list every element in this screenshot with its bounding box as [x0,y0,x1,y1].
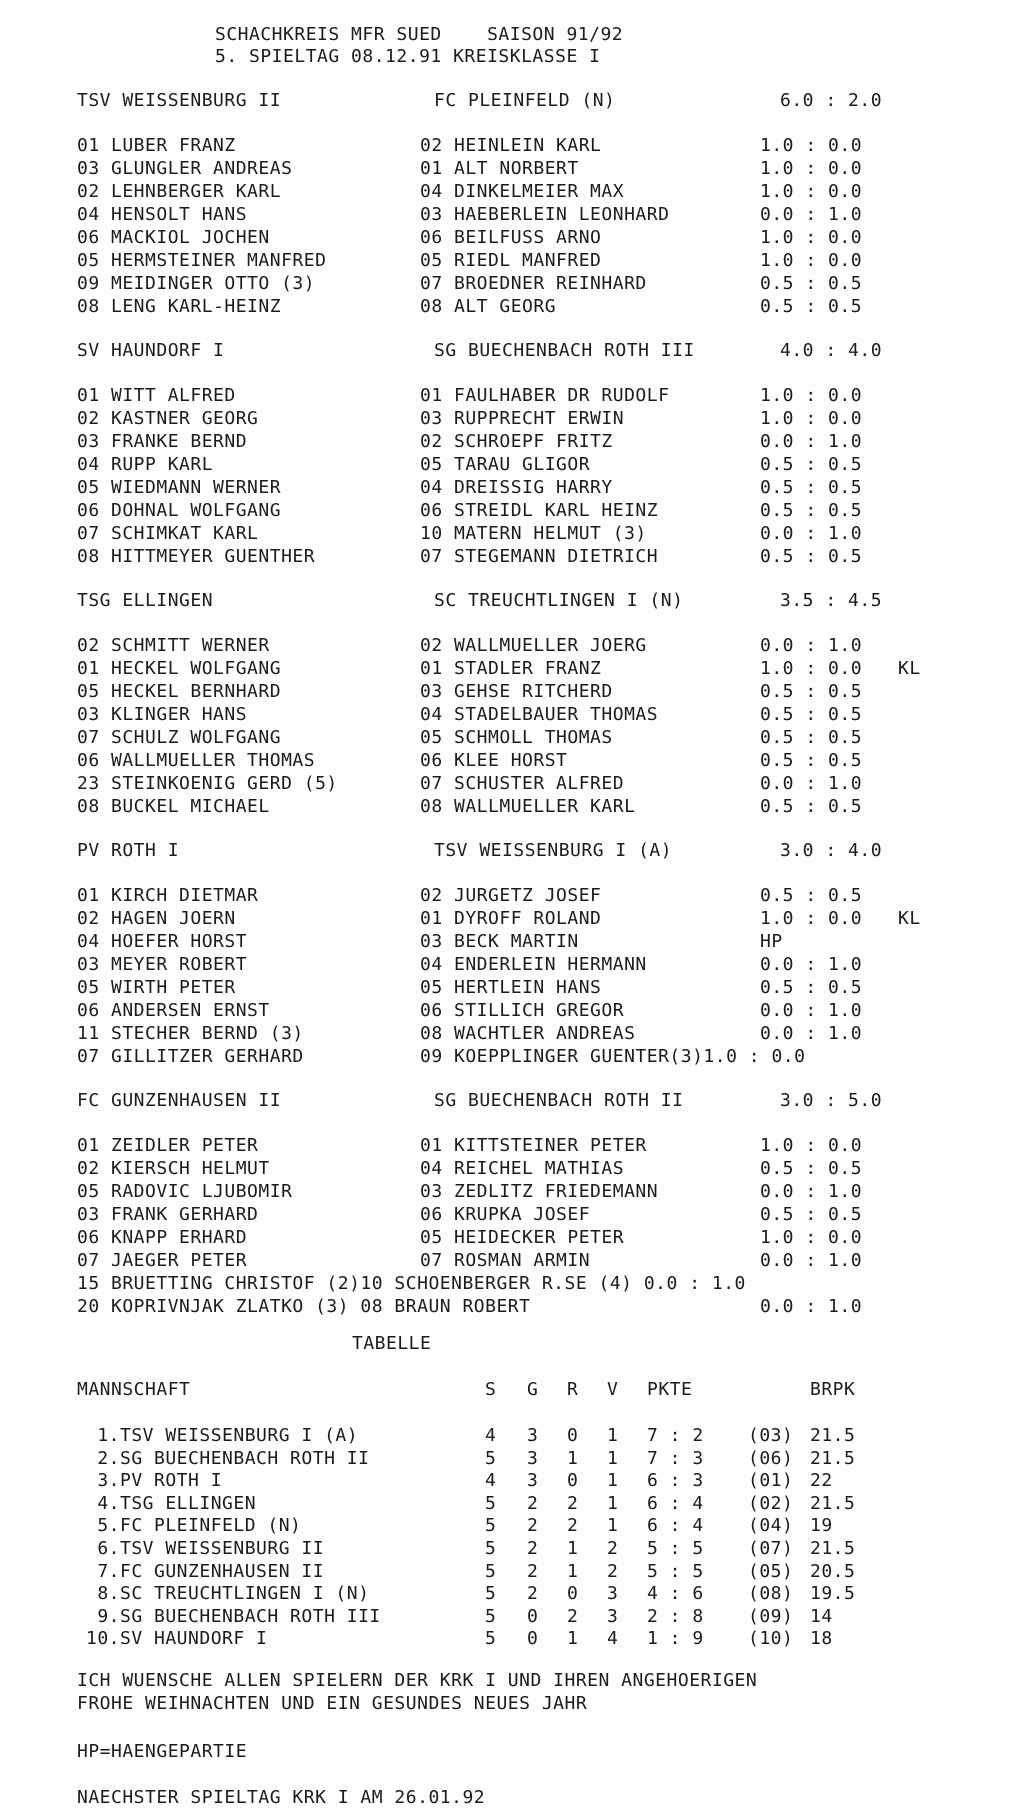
rank: 10. [85,1628,120,1650]
header-brpk: BRPK [810,1379,856,1400]
board-result: 1.0 : 0.0 [760,1227,863,1248]
board-points: 14 [810,1605,833,1627]
rank: 9. [97,1605,120,1627]
games-played: 5 [485,1628,497,1650]
match-points: 6 : 4 [647,1492,704,1514]
away-player: 06 STILLICH GREGOR [420,1000,625,1021]
next-matchday: NAECHSTER SPIELTAG KRK I AM 26.01.92 [77,1787,486,1808]
losses: 1 [607,1470,619,1492]
standings-header [0,1379,1024,1401]
board-row [0,681,1024,703]
standings-row [0,1538,1024,1560]
away-player: 01 STADLER FRANZ [420,658,602,679]
match-score: 3.0 : 4.0 [780,840,883,861]
wins: 0 [527,1605,539,1627]
board-row [0,954,1024,976]
standings-row [0,1448,1024,1470]
board-row [0,250,1024,272]
board-result: 0.0 : 1.0 [760,1023,863,1044]
home-player: 01 KIRCH DIETMAR [77,885,259,906]
team-name: TSV WEISSENBURG II [120,1538,325,1559]
match-header [0,840,1024,864]
away-player: 08 WALLMUELLER KARL [420,796,636,817]
board-result: 1.0 : 0.0 [760,385,863,406]
board-row [0,181,1024,203]
losses: 1 [607,1447,619,1469]
away-player: 05 SCHMOLL THOMAS [420,727,613,748]
previous-rank: (08) [748,1583,794,1605]
away-player: 05 HERTLEIN HANS [420,977,602,998]
away-player: 02 WALLMUELLER JOERG [420,635,647,656]
home-player: 03 FRANK GERHARD [77,1204,259,1225]
wins: 0 [527,1628,539,1650]
games-played: 5 [485,1447,497,1469]
home-player: 08 BUCKEL MICHAEL [77,796,270,817]
rank: 6. [97,1538,120,1559]
board-result: 0.5 : 0.5 [760,796,863,817]
away-player: 08 ALT GEORG [420,296,557,317]
board-row [0,158,1024,180]
home-player: 07 GILLITZER GERHARD [77,1046,304,1067]
home-player: 06 ANDERSEN ERNST [77,1000,270,1021]
header-g: G [527,1379,539,1400]
team-name: TSG ELLINGEN [120,1492,257,1514]
standings-row [0,1583,1024,1605]
draws: 1 [567,1560,579,1582]
away-player: 03 ZEDLITZ FRIEDEMANN [420,1181,659,1202]
board-row [0,658,1024,680]
match-points: 4 : 6 [647,1583,704,1605]
draws: 0 [567,1583,579,1605]
away-player: 04 DREISSIG HARRY [420,477,613,498]
board-points: 21.5 [810,1425,856,1446]
team-name: FC PLEINFELD (N) [120,1515,302,1537]
wins: 3 [527,1470,539,1492]
wins: 2 [527,1538,539,1559]
match-away-team: SG BUECHENBACH ROTH II [434,1090,684,1111]
home-player: 02 LEHNBERGER KARL [77,181,282,202]
draws: 2 [567,1515,579,1537]
home-player: 07 SCHULZ WOLFGANG [77,727,282,748]
board-row [0,796,1024,818]
home-player: 23 STEINKOENIG GERD (5) [77,773,338,794]
away-player: 07 STEGEMANN DIETRICH [420,546,659,567]
board-result: 0.5 : 0.5 [760,477,863,498]
standings-row [0,1425,1024,1447]
home-player: 03 KLINGER HANS [77,704,248,725]
games-played: 5 [485,1492,497,1514]
board-row [0,750,1024,772]
away-player: 04 STADELBAUER THOMAS [420,704,659,725]
home-player: 03 MEYER ROBERT [77,954,248,975]
home-player: 01 LUBER FRANZ [77,135,236,156]
draws: 0 [567,1425,579,1446]
header-v: V [607,1379,619,1400]
rank: 1. [97,1425,120,1446]
away-player: 03 BECK MARTIN [420,931,579,952]
board-result: 0.5 : 0.5 [760,296,863,317]
away-player: 07 ROSMAN ARMIN [420,1250,591,1271]
match-home-team: FC GUNZENHAUSEN II [77,1090,282,1111]
board-row [0,908,1024,930]
away-player: 06 KRUPKA JOSEF [420,1204,591,1225]
rank: 4. [97,1492,120,1514]
board-row [0,1158,1024,1180]
board-result: 1.0 : 0.0 [760,227,863,248]
wins: 3 [527,1447,539,1469]
standings-row [0,1628,1024,1650]
board-row [0,704,1024,726]
team-name: SG BUECHENBACH ROTH III [120,1605,381,1627]
board-points: 21.5 [810,1538,856,1559]
match-home-team: TSV WEISSENBURG II [77,90,282,111]
away-player: 01 FAULHABER DR RUDOLF [420,385,670,406]
board-row [0,408,1024,430]
board-result: 1.0 : 0.0 [760,408,863,429]
board-result: 0.5 : 0.5 [760,454,863,475]
board-row [0,1023,1024,1045]
header-s: S [485,1379,497,1400]
header-r: R [567,1379,579,1400]
board-result: 0.0 : 1.0 [760,1250,863,1271]
board-result: 0.0 : 1.0 [760,1296,863,1317]
away-player: 03 GEHSE RITCHERD [420,681,613,702]
match-score: 3.5 : 4.5 [780,590,883,611]
match-header [0,90,1024,114]
rank: 3. [97,1470,120,1492]
board-result: 1.0 : 0.0 [760,250,863,271]
away-player: 10 MATERN HELMUT (3) [420,523,647,544]
home-player: 01 HECKEL WOLFGANG [77,658,282,679]
away-player: 02 HEINLEIN KARL [420,135,602,156]
home-player: 07 JAEGER PETER [77,1250,248,1271]
home-player: 20 KOPRIVNJAK ZLATKO (3) 08 BRAUN ROBERT [77,1296,531,1317]
board-row [0,1000,1024,1022]
board-row [0,204,1024,226]
board-row [0,227,1024,249]
previous-rank: (03) [748,1425,794,1446]
board-points: 19.5 [810,1583,856,1605]
losses: 1 [607,1425,619,1446]
losses: 1 [607,1515,619,1537]
home-player: 07 SCHIMKAT KARL [77,523,259,544]
match-score: 4.0 : 4.0 [780,340,883,361]
losses: 1 [607,1492,619,1514]
board-row [0,977,1024,999]
games-played: 4 [485,1425,497,1446]
away-player: 01 DYROFF ROLAND [420,908,602,929]
match-points: 6 : 4 [647,1515,704,1537]
board-result: 0.0 : 1.0 [760,954,863,975]
team-name: PV ROTH I [120,1470,223,1492]
board-row [0,500,1024,522]
board-row [0,454,1024,476]
match-home-team: SV HAUNDORF I [77,340,225,361]
board-result: 0.5 : 0.5 [760,1158,863,1179]
home-player: 05 HECKEL BERNHARD [77,681,282,702]
board-result: 1.0 : 0.0 [760,181,863,202]
home-player: 01 ZEIDLER PETER [77,1135,259,1156]
board-points: 18 [810,1628,833,1650]
losses: 2 [607,1538,619,1559]
greeting-line-1: ICH WUENSCHE ALLEN SPIELERN DER KRK I UND IHREN ANGEHOERIGEN [77,1670,758,1691]
board-row [0,885,1024,907]
board-result: 0.0 : 1.0 [760,431,863,452]
away-player: 06 BEILFUSS ARNO [420,227,602,248]
rank: 7. [97,1560,120,1582]
match-away-team: SC TREUCHTLINGEN I (N) [434,590,684,611]
wins: 3 [527,1425,539,1446]
standings-row [0,1470,1024,1492]
board-row [0,635,1024,657]
board-row [0,1046,1024,1068]
board-result: 0.5 : 0.5 [760,885,863,906]
match-away-team: FC PLEINFELD (N) [434,90,616,111]
header-title: SCHACHKREIS MFR SUED SAISON 91/92 [215,24,624,45]
board-result: 0.0 : 1.0 [760,773,863,794]
board-result: 1.0 : 0.0 [760,908,863,929]
home-player: 06 DOHNAL WOLFGANG [77,500,282,521]
previous-rank: (01) [748,1470,794,1492]
home-player: 04 HENSOLT HANS [77,204,248,225]
away-player: 06 KLEE HORST [420,750,568,771]
board-result: 0.5 : 0.5 [760,681,863,702]
board-result: 0.5 : 0.5 [760,500,863,521]
previous-rank: (05) [748,1560,794,1582]
team-name: SG BUECHENBACH ROTH II [120,1447,370,1469]
board-result: 0.5 : 0.5 [760,273,863,294]
board-result: 0.5 : 0.5 [760,977,863,998]
board-points: 21.5 [810,1492,856,1514]
board-result: 0.5 : 0.5 [760,750,863,771]
board-result: 1.0 : 0.0 [760,1135,863,1156]
board-row [0,931,1024,953]
board-row [0,431,1024,453]
greeting-line-2: FROHE WEIHNACHTEN UND EIN GESUNDES NEUES JAHR [77,1693,588,1714]
previous-rank: (02) [748,1492,794,1514]
team-name: TSV WEISSENBURG I (A) [120,1425,359,1446]
home-player: 04 HOEFER HORST [77,931,248,952]
board-row [0,296,1024,318]
team-name: SV HAUNDORF I [120,1628,268,1650]
home-player: 15 BRUETTING CHRISTOF (2)10 SCHOENBERGER R.SE (4) 0.0 : 1.0 [77,1273,746,1294]
board-result: 0.5 : 0.5 [760,546,863,567]
match-header [0,340,1024,364]
board-note: KL [898,658,921,679]
draws: 2 [567,1492,579,1514]
home-player: 06 MACKIOL JOCHEN [77,227,270,248]
away-player: 03 RUPPRECHT ERWIN [420,408,625,429]
match-points: 2 : 8 [647,1605,704,1627]
match-points: 1 : 9 [647,1628,704,1650]
match-away-team: TSV WEISSENBURG I (A) [434,840,673,861]
match-points: 5 : 5 [647,1560,704,1582]
board-result: 0.0 : 1.0 [760,1000,863,1021]
away-player: 06 STREIDL KARL HEINZ [420,500,659,521]
board-row [0,1227,1024,1249]
standings-row [0,1493,1024,1515]
board-row [0,135,1024,157]
home-player: 06 WALLMUELLER THOMAS [77,750,316,771]
home-player: 08 HITTMEYER GUENTHER [77,546,316,567]
previous-rank: (09) [748,1605,794,1627]
previous-rank: (10) [748,1628,794,1650]
board-row [0,385,1024,407]
board-row [0,773,1024,795]
home-player: 03 FRANKE BERND [77,431,248,452]
home-player: 05 RADOVIC LJUBOMIR [77,1181,293,1202]
team-name: FC GUNZENHAUSEN II [120,1560,325,1582]
home-player: 05 HERMSTEINER MANFRED [77,250,327,271]
board-points: 19 [810,1515,833,1537]
board-row [0,727,1024,749]
board-row [0,1181,1024,1203]
home-player: 04 RUPP KARL [77,454,214,475]
match-header [0,1090,1024,1114]
away-player: 05 TARAU GLIGOR [420,454,591,475]
games-played: 5 [485,1560,497,1582]
away-player: 03 HAEBERLEIN LEONHARD [420,204,670,225]
home-player: 06 KNAPP ERHARD [77,1227,248,1248]
home-player: 02 KIERSCH HELMUT [77,1158,270,1179]
away-player: 02 SCHROEPF FRITZ [420,431,613,452]
board-points: 22 [810,1470,833,1492]
board-result: HP [760,931,783,952]
match-header [0,590,1024,614]
match-home-team: PV ROTH I [77,840,180,861]
match-points: 6 : 3 [647,1470,704,1492]
draws: 1 [567,1538,579,1559]
draws: 0 [567,1470,579,1492]
games-played: 5 [485,1515,497,1537]
board-row [0,1250,1024,1272]
board-result: 0.5 : 0.5 [760,727,863,748]
wins: 2 [527,1515,539,1537]
board-points: 21.5 [810,1447,856,1469]
rank: 8. [97,1583,120,1605]
losses: 4 [607,1628,619,1650]
away-player: 05 RIEDL MANFRED [420,250,602,271]
away-player: 07 BROEDNER REINHARD [420,273,647,294]
document-header [215,24,623,68]
team-name: SC TREUCHTLINGEN I (N) [120,1583,370,1605]
board-row [0,477,1024,499]
wins: 2 [527,1560,539,1582]
board-row [0,273,1024,295]
games-played: 5 [485,1605,497,1627]
board-row [0,1204,1024,1226]
away-player: 09 KOEPPLINGER GUENTER(3)1.0 : 0.0 [420,1046,806,1067]
away-player: 04 DINKELMEIER MAX [420,181,625,202]
board-row [0,546,1024,568]
home-player: 01 WITT ALFRED [77,385,236,406]
away-player: 04 ENDERLEIN HERMANN [420,954,647,975]
rank: 5. [97,1515,120,1537]
header-pkte: PKTE [647,1379,693,1400]
home-player: 02 HAGEN JOERN [77,908,236,929]
losses: 3 [607,1583,619,1605]
match-points: 5 : 5 [647,1538,704,1559]
home-player: 02 KASTNER GEORG [77,408,259,429]
match-points: 7 : 2 [647,1425,704,1446]
board-result: 0.0 : 1.0 [760,204,863,225]
match-score: 3.0 : 5.0 [780,1090,883,1111]
home-player: 03 GLUNGLER ANDREAS [77,158,293,179]
previous-rank: (04) [748,1515,794,1537]
away-player: 08 WACHTLER ANDREAS [420,1023,636,1044]
home-player: 02 SCHMITT WERNER [77,635,270,656]
home-player: 08 LENG KARL-HEINZ [77,296,282,317]
board-result: 0.5 : 0.5 [760,1204,863,1225]
header-subtitle: 5. SPIELTAG 08.12.91 KREISKLASSE I [215,46,601,67]
away-player: 01 ALT NORBERT [420,158,579,179]
board-row [0,1273,1024,1295]
board-result: 1.0 : 0.0 [760,658,863,679]
standings-row [0,1606,1024,1628]
match-points: 7 : 3 [647,1447,704,1469]
board-result: 0.5 : 0.5 [760,704,863,725]
board-row [0,523,1024,545]
wins: 2 [527,1583,539,1605]
board-result: 0.0 : 1.0 [760,523,863,544]
legend-note: HP=HAENGEPARTIE [77,1741,248,1762]
table-title: TABELLE [352,1333,432,1354]
home-player: 05 WIRTH PETER [77,977,236,998]
rank: 2. [97,1447,120,1469]
losses: 3 [607,1605,619,1627]
previous-rank: (06) [748,1447,794,1469]
previous-rank: (07) [748,1538,794,1559]
home-player: 05 WIEDMANN WERNER [77,477,282,498]
wins: 2 [527,1492,539,1514]
board-result: 1.0 : 0.0 [760,135,863,156]
home-player: 11 STECHER BERND (3) [77,1023,304,1044]
draws: 2 [567,1605,579,1627]
away-player: 05 HEIDECKER PETER [420,1227,625,1248]
board-result: 1.0 : 0.0 [760,158,863,179]
header-team: MANNSCHAFT [77,1379,191,1400]
draws: 1 [567,1628,579,1650]
home-player: 09 MEIDINGER OTTO (3) [77,273,316,294]
losses: 2 [607,1560,619,1582]
board-points: 20.5 [810,1560,856,1582]
board-result: 0.0 : 1.0 [760,1181,863,1202]
away-player: 02 JURGETZ JOSEF [420,885,602,906]
board-row [0,1135,1024,1157]
match-away-team: SG BUECHENBACH ROTH III [434,340,695,361]
board-note: KL [898,908,921,929]
games-played: 4 [485,1470,497,1492]
away-player: 04 REICHEL MATHIAS [420,1158,625,1179]
standings-row [0,1515,1024,1537]
board-row [0,1296,1024,1318]
games-played: 5 [485,1538,497,1559]
away-player: 01 KITTSTEINER PETER [420,1135,647,1156]
match-score: 6.0 : 2.0 [780,90,883,111]
draws: 1 [567,1447,579,1469]
match-home-team: TSG ELLINGEN [77,590,214,611]
standings-row [0,1561,1024,1583]
away-player: 07 SCHUSTER ALFRED [420,773,625,794]
board-result: 0.0 : 1.0 [760,635,863,656]
games-played: 5 [485,1583,497,1605]
